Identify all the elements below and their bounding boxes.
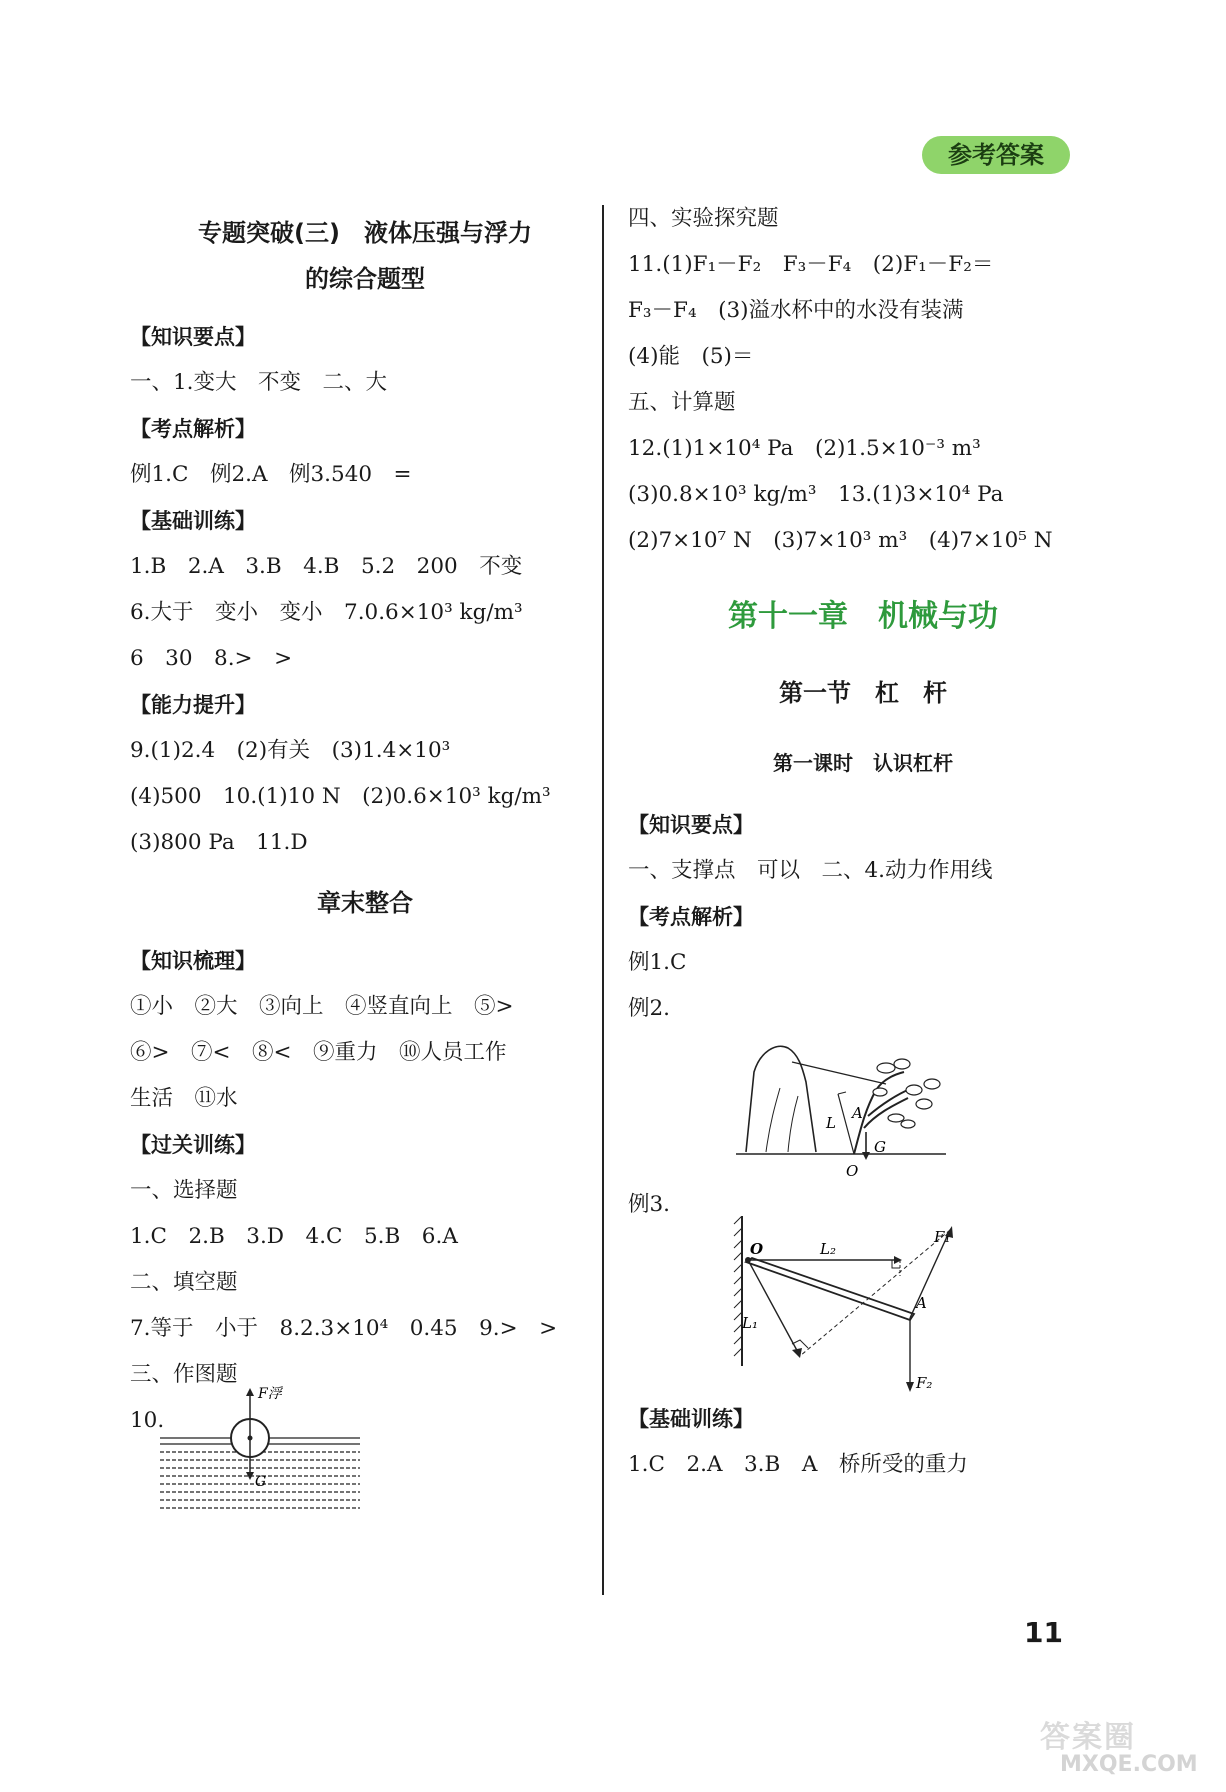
answer-line: 一、支撑点 可以 二、4.动力作用线 [628,858,993,883]
answer-line: 三、作图题 [130,1362,238,1387]
answer-line: 【知识要点】 [628,813,754,837]
answer-line: 【考点解析】 [628,905,754,929]
section-title-line2: 的综合题型 [305,265,425,293]
rod [746,1258,914,1320]
label-l1: L₁ [742,1314,758,1332]
answer-line: 1.C 2.B 3.D 4.C 5.B 6.A [130,1224,458,1249]
answer-line: (3)0.8×10³ kg/m³ 13.(1)3×10⁴ Pa [628,482,1004,507]
answer-line: 1.B 2.A 3.B 4.B 5.2 200 不变 [130,554,523,579]
answer-line: 【基础训练】 [628,1407,754,1431]
watermark-url: MXQE.COM [1060,1752,1198,1777]
label-g: G [874,1138,886,1156]
section-heading-chapter-summary: 章末整合 [317,889,413,917]
question-10-block [130,1386,600,1528]
right-column [628,206,1098,1488]
question-10-label: 10. [130,1408,165,1433]
answer-line: 五、计算题 [628,390,736,415]
answer-line: 【过关训练】 [130,1133,256,1157]
answer-line: ①小 ②大 ③向上 ④竖直向上 ⑤> [130,994,514,1019]
section-title-line1: 专题突破(三) 液体压强与浮力 [198,219,532,247]
answer-line: 【能力提升】 [130,693,256,717]
section-title: 第一节 杠 杆 [779,679,947,707]
answer-key-badge: 参考答案 [922,136,1070,174]
lever-arm-l [838,1094,854,1154]
answer-line: 四、实验探究题 [628,206,779,231]
answer-line: 【知识梳理】 [130,949,256,973]
example2-lever-diagram [736,1032,956,1182]
answer-line: (4)500 10.(1)10 N (2)0.6×10³ kg/m³ [130,784,551,809]
rock-outline [746,1046,816,1152]
answer-line: 一、选择题 [130,1178,238,1203]
lesson-title: 第一课时 认识杠杆 [773,751,953,775]
answer-line: 【考点解析】 [130,417,256,441]
left-column [130,210,600,1528]
answer-line: 例1.C 例2.A 例3.540 = [130,462,412,487]
answer-line: 11.(1)F₁－F₂ F₃－F₄ (2)F₁－F₂＝ [628,252,994,277]
answer-line: (3)800 Pa 11.D [130,830,308,855]
label-a: A [852,1104,863,1122]
answer-line: 7.等于 小于 8.2.3×10⁴ 0.45 9.> > [130,1316,558,1341]
answer-line: 9.(1)2.4 (2)有关 (3)1.4×10³ [130,738,451,763]
answer-line: (4)能 (5)＝ [628,344,754,369]
answer-line: 例1.C [628,950,687,975]
answer-line: 一、1.变大 不变 二、大 [130,370,388,395]
answer-line: 【基础训练】 [130,509,256,533]
answer-line: 例2. [628,996,671,1021]
answer-line: 例3. [628,1192,671,1217]
answer-line: (2)7×10⁷ N (3)7×10³ m³ (4)7×10⁵ N [628,528,1053,553]
example3-lever-diagram [728,1216,968,1396]
answer-line: F₃－F₄ (3)溢水杯中的水没有装满 [628,298,964,323]
gravity-label: G [255,1474,267,1490]
answer-line: 【知识要点】 [130,325,256,349]
label-l2: L₂ [820,1240,836,1258]
answer-line: 6.大于 变小 变小 7.0.6×10³ kg/m³ [130,600,523,625]
label-o: O [846,1162,859,1180]
chapter-title: 第十一章 机械与功 [728,599,998,634]
buoyancy-label: F浮 [258,1386,282,1402]
answer-line: 1.C 2.A 3.B A 桥所受的重力 [628,1452,968,1477]
tree-leaves [873,1059,940,1128]
answer-line: 生活 ⑪水 [130,1086,238,1111]
label-o: O [750,1240,764,1258]
page-number: 11 [1024,1616,1063,1649]
answer-line: ⑥> ⑦< ⑧< ⑨重力 ⑩人员工作 [130,1040,507,1065]
buoyancy-diagram [160,1386,360,1526]
answer-line: 6 30 8.> > [130,646,293,671]
answer-line: 12.(1)1×10⁴ Pa (2)1.5×10⁻³ m³ [628,436,981,461]
column-divider [602,205,604,1595]
label-l: L [826,1114,836,1132]
label-f2: F₂ [916,1374,933,1392]
answer-line: 二、填空题 [130,1270,238,1295]
watermark-logo: 答案圈 [1040,1720,1136,1755]
label-f1: F₁ [934,1228,951,1246]
label-a: A [916,1294,927,1312]
